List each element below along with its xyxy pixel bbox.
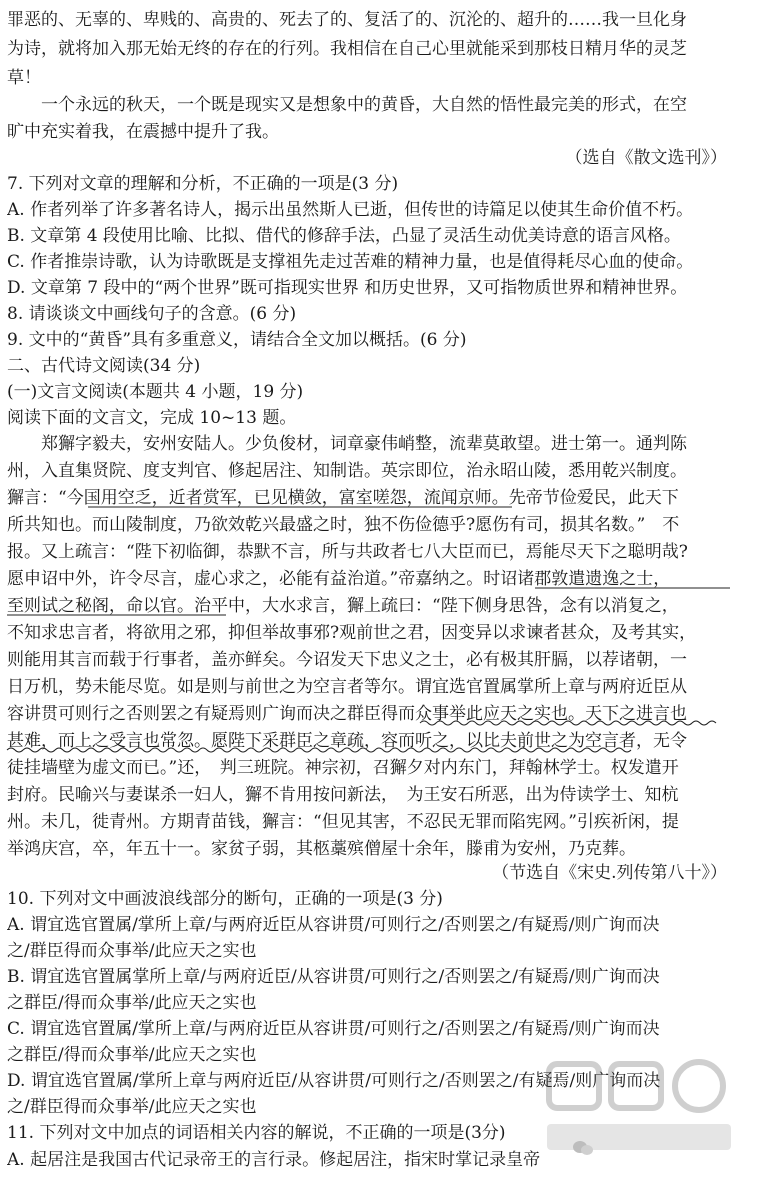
- passage-line: 日万机，势未能尽览。如是则与前世之为空言者等尔。谓宜选官置属掌所上章与两府近臣从: [7, 677, 687, 697]
- answer-site-logo: [539, 1054, 739, 1164]
- passage-line: 容讲贯可则行之否则罢之有疑焉则广询而决之群臣得而众事举此应天之实也。天下之进言也: [7, 704, 687, 724]
- passage-line: 至则试之秘阁，命以官。治平中，大水求言，獬上疏曰：“陛下侧身思咎，念有以消复之，: [7, 596, 679, 616]
- option-c-cont: 之群臣/得而众事举/此应天之实也: [7, 1045, 257, 1065]
- question-8: 8. 请谈谈文中画线句子的含意。(6 分): [7, 304, 297, 324]
- passage-line: 州，入直集贤院、度支判官、修起居注、知制诰。英宗即位，治永昭山陵，悉用乾兴制度。: [7, 461, 687, 481]
- question-7: 7. 下列对文章的理解和分析，不正确的一项是(3 分): [7, 174, 399, 194]
- option-a: A. 谓宜选官置属/掌所上章/与两府近臣从容讲贯/可则行之/否则罢之/有疑焉/则广询而决: [7, 915, 660, 935]
- option-d: D. 谓宜选官置属/掌所上章与两府近臣/从容讲贯/可则行之/否则罢之/有疑焉/则广询而决: [7, 1071, 661, 1091]
- option-c: C. 谓宜选官置属/掌所上章/与两府近臣从容讲贯/可则行之/否则罢之/有疑焉/则广询而决: [7, 1019, 660, 1039]
- option-d-cont: 之/群臣得而众事举/此应天之实也: [7, 1097, 257, 1117]
- text-line: 罪恶的、无辜的、卑贱的、高贵的、死去了的、复活了的、沉沦的、超升的……我一旦化身: [7, 10, 687, 30]
- option-b: B. 文章第 4 段使用比喻、比拟、借代的修辞手法，凸显了灵活生动优美诗意的语言风格。: [7, 226, 681, 246]
- option-a: A. 起居注是我国古代记录帝王的言行录。修起居注，指宋时掌记录皇帝: [7, 1150, 541, 1170]
- option-b-cont: 之群臣/得而众事举/此应天之实也: [7, 993, 257, 1013]
- wavy-underline: [420, 721, 716, 725]
- option-a-cont: 之/群臣得而众事举/此应天之实也: [7, 941, 257, 961]
- text-line: 一个永远的秋天，一个既是现实又是想象中的黄昏，大自然的悟性最完美的形式，在空: [41, 95, 687, 115]
- option-b: B. 谓宜选官置属掌所上章/与两府近臣/从容讲贯/可则行之/否则罢之/有疑焉/则广询而决: [7, 967, 660, 987]
- subsection-heading: (一)文言文阅读(本题共 4 小题，19 分): [7, 382, 304, 402]
- passage-line: 封府。民喻兴与妻谋杀一妇人，獬不肯用按问新法， 为王安石所恶，出为侍读学士、知杭: [7, 785, 679, 805]
- wechat-icon: [572, 1139, 594, 1157]
- passage-line: 则能用其言而载于行事者，盖亦鲜矣。今诏发天下忠义之士，必有极其肝膈，以荐诸朝，一: [7, 650, 687, 670]
- passage-line: 徒挂墙壁为虚文而已。”还， 判三班院。神宗初，召獬夕对内东门，拜翰林学士。权发遣开: [7, 758, 679, 778]
- option-d: D. 文章第 7 段中的“两个世界”既可指现实世界 和历史世界，又可指物质世界和精神世界。: [7, 278, 688, 298]
- wavy-underline: [7, 748, 631, 752]
- passage-line: 报。又上疏言：“陛下初临御，恭默不言，所与共政者七八大臣而已，焉能尽天下之聪明哉?: [7, 542, 688, 562]
- text-line: 为诗，就将加入那无始无终的存在的行列。我相信在自己心里就能采到那枝日精月华的灵芝: [7, 39, 687, 59]
- question-11: 11. 下列对文中加点的词语相关内容的解说，不正确的一项是(3分): [7, 1123, 506, 1143]
- section-heading: 二、古代诗文阅读(34 分): [7, 356, 201, 376]
- passage-line: 獬言：“今国用空乏，近者赏军，已见横敛，富室嗟怨，流闻京师。先帝节俭爱民，此天下: [7, 488, 679, 508]
- passage-line: 州。未几，徙青州。方期青苗钱，獬言：“但见其害，不忍民无罪而陷宪网。”引疾祈闲，提: [7, 812, 679, 832]
- instruction: 阅读下面的文言文，完成 10~13 题。: [7, 408, 297, 428]
- source-citation: （节选自《宋史.列传第八十》）: [492, 863, 727, 883]
- text-line: 旷中充实着我，在震撼中提升了我。: [7, 122, 279, 142]
- question-10: 10. 下列对文中画波浪线部分的断句，正确的一项是(3 分): [7, 889, 443, 909]
- passage-line: 不知求忠言者，将欲用之邪，抑但举故事邪?观前世之君，因变异以求谏者甚众，及考其实，: [7, 623, 697, 643]
- passage-line: 所共知也。而山陵制度，乃欲效乾兴最盛之时，独不伤俭德乎?愿伤有司，损其名数。” 不: [7, 515, 680, 535]
- text-line: 草！: [7, 68, 41, 88]
- option-a: A. 作者列举了许多著名诗人，揭示出虽然斯人已逝，但传世的诗篇足以使其生命价值不朽。: [7, 200, 694, 220]
- option-c: C. 作者推崇诗歌，认为诗歌既是支撑祖先走过苦难的精神力量，也是值得耗尽心血的使命。: [7, 252, 694, 272]
- passage-line: 甚难，而上之受言也常忽。愿陛下采群臣之章疏，容而听之，以比夫前世之为空言者，无令: [7, 731, 687, 751]
- source-citation: （选自《散文选刊》）: [565, 148, 727, 168]
- passage-line: 愿申诏中外，许令尽言，虚心求之，必能有益治道。”帝嘉纳之。时诏诸郡敦遣遗逸之士，: [7, 569, 671, 589]
- question-9: 9. 文中的“黄昏”具有多重意义，请结合全文加以概括。(6 分): [7, 330, 467, 350]
- passage-line: 举鸿庆宫，卒，年五十一。家贫子弱，其柩藁殡僧屋十余年，滕甫为安州，乃克葬。: [7, 839, 636, 859]
- passage-line: 郑獬字毅夫，安州安陆人。少负俊材，词章豪伟峭整，流辈莫敢望。进士第一。通判陈: [41, 434, 687, 454]
